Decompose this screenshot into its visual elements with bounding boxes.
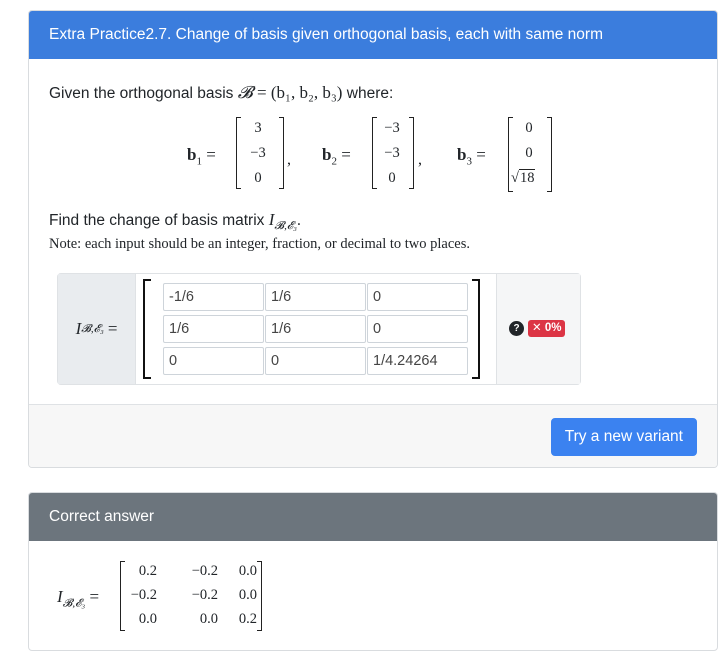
answer-cell-r1c3: 0.0 (238, 563, 257, 579)
sqrt-symbol: √ (511, 170, 519, 186)
input-cell-r1c2[interactable] (265, 283, 366, 311)
answer-cell-r3c2: 0.0 (199, 611, 218, 627)
answer-cell-r2c1: −0.2 (130, 587, 157, 603)
vector-b3-label: $b_3$ = (457, 145, 486, 168)
b1-left-bracket (236, 117, 241, 189)
vector-b1-label: $b_1$ = (187, 145, 216, 168)
input-matrix-right-bracket (472, 279, 480, 379)
input-cell-r3c3[interactable] (367, 347, 468, 375)
input-matrix-left-bracket (143, 279, 151, 379)
answer-cell-r1c1: 0.2 (138, 563, 157, 579)
input-cell-r1c3[interactable] (367, 283, 468, 311)
correct-answer-card (28, 492, 718, 651)
score-badge: ✕ 0% (528, 320, 565, 337)
answer-cell-r1c2: −0.2 (191, 563, 218, 579)
note-text: Note: each input should be an integer, fraction, or decimal to two places. (49, 236, 470, 252)
answer-input-group (57, 273, 581, 385)
try-new-variant-button[interactable]: Try a new variant (551, 418, 697, 456)
answer-matrix-label: I 𝓑,𝓔₃ = (58, 274, 136, 384)
b2-entry-1: −3 (384, 120, 400, 136)
correct-answer-header: Correct answer (29, 493, 717, 541)
basis-symbol: 𝓑 (237, 83, 253, 102)
b3-entry-2: 0 (525, 145, 533, 161)
b1-entry-2: −3 (250, 145, 266, 161)
b1-entry-1: 3 (254, 120, 262, 136)
find-prefix: Find the change of basis matrix (49, 212, 265, 229)
b2-right-bracket (409, 117, 414, 189)
input-cell-r2c3[interactable] (367, 315, 468, 343)
matrix-subscript: 𝓑,𝓔₃ (274, 220, 297, 233)
intro-text (49, 83, 393, 103)
answer-right-bracket (257, 561, 262, 631)
input-cell-r1c1[interactable] (163, 283, 264, 311)
b3-entry-1: 0 (525, 120, 533, 136)
input-cell-r2c2[interactable] (265, 315, 366, 343)
answer-cell-r3c3: 0.2 (238, 611, 257, 627)
intro-prefix: Given the orthogonal basis (49, 85, 234, 102)
b3-entry-3: √18 (511, 170, 535, 186)
b1-entry-3: 0 (254, 170, 262, 186)
intro-suffix: where: (346, 85, 394, 102)
comma-1: , (287, 151, 291, 168)
b2-entry-3: 0 (388, 170, 396, 186)
input-cell-r2c1[interactable] (163, 315, 264, 343)
b1-right-bracket (279, 117, 284, 189)
find-text: Find the change of basis matrix $I_{𝓑,𝓔_3}$. (49, 210, 301, 233)
input-cell-r3c2[interactable] (265, 347, 366, 375)
answer-matrix-label: $I_{𝓑,𝓔_3}$ = (57, 587, 100, 610)
input-cell-r3c1[interactable] (163, 347, 264, 375)
answer-cell-r3c1: 0.0 (138, 611, 157, 627)
matrix-symbol: I (268, 210, 275, 229)
b2-entry-2: −3 (384, 145, 400, 161)
help-icon[interactable]: ? (509, 321, 524, 336)
question-header: Extra Practice2.7. Change of basis given orthogonal basis, each with same norm (29, 11, 717, 59)
answer-cell-r2c3: 0.0 (238, 587, 257, 603)
vector-b2-label: $b_2$ = (322, 145, 351, 168)
question-card (28, 10, 718, 468)
answer-cell-r2c2: −0.2 (191, 587, 218, 603)
basis-definition: = (b₁, b₂, b₃) (257, 83, 343, 102)
b3-right-bracket (547, 117, 552, 192)
question-footer (29, 404, 717, 468)
answer-status-area (496, 274, 580, 384)
comma-2: , (418, 151, 422, 168)
